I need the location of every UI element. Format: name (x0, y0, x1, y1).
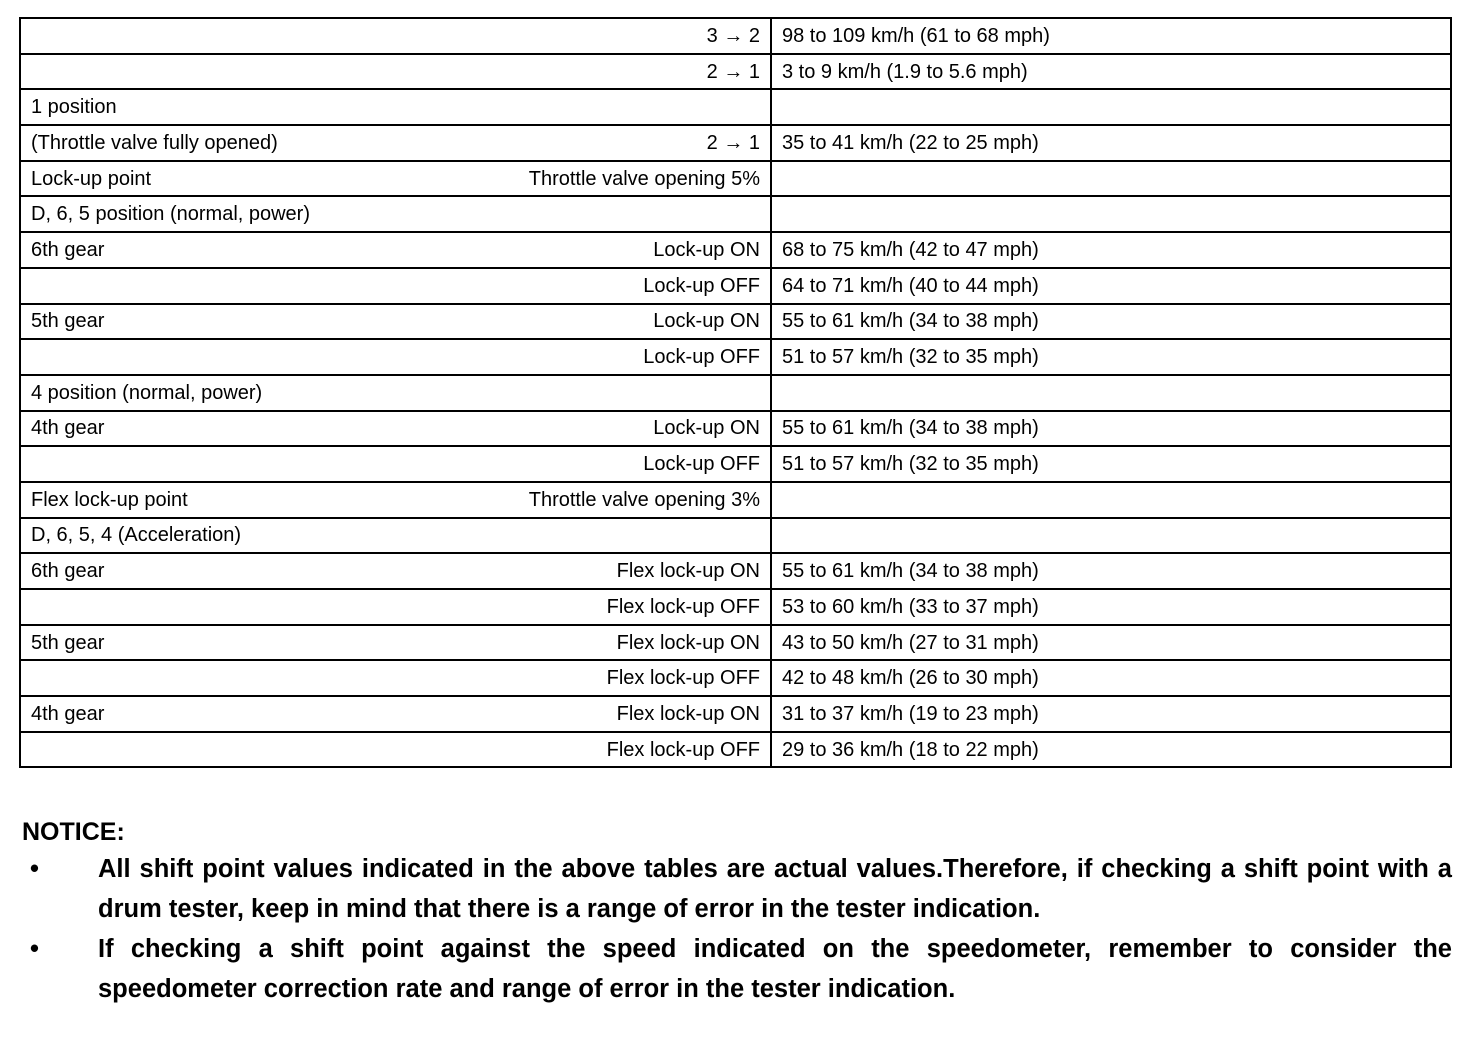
row-label: D, 6, 5 position (normal, power) (31, 203, 311, 226)
row-description-cell (20, 54, 771, 90)
row-condition: Lock-up ON (653, 310, 760, 333)
row-description-cell (20, 446, 771, 482)
table-row (20, 589, 1451, 625)
table-row (20, 304, 1451, 340)
row-condition: Flex lock-up OFF (606, 595, 760, 618)
row-description-cell (20, 196, 771, 232)
table-row (20, 18, 1451, 54)
row-speed-value: 64 to 71 km/h (40 to 44 mph) (771, 268, 1451, 304)
row-label: 5th gear (31, 631, 105, 654)
row-condition: Flex lock-up ON (616, 560, 760, 583)
row-condition: Flex lock-up OFF (606, 738, 760, 761)
row-condition: Flex lock-up OFF (606, 667, 760, 690)
row-speed-value: 43 to 50 km/h (27 to 31 mph) (771, 625, 1451, 661)
notice-item (22, 849, 1452, 929)
row-speed-value: 53 to 60 km/h (33 to 37 mph) (771, 589, 1451, 625)
row-speed-value: 55 to 61 km/h (34 to 38 mph) (771, 553, 1451, 589)
row-label: Lock-up point (31, 167, 152, 190)
row-condition: Lock-up OFF (643, 453, 760, 476)
row-description-cell (20, 268, 771, 304)
table-row (20, 375, 1451, 411)
row-label: 5th gear (31, 310, 105, 333)
notice-text: If checking a shift point against the speed indicated on the speedometer, remember to consider the speedometer correction rate and range of error in the tester indication. (98, 935, 1452, 1003)
table-row (20, 268, 1451, 304)
row-speed-value (771, 196, 1451, 232)
bullet-icon: • (30, 855, 39, 883)
notice-title: NOTICE: (22, 818, 125, 846)
table-row (20, 54, 1451, 90)
row-label: 4th gear (31, 417, 105, 440)
row-label: 4 position (normal, power) (31, 381, 263, 404)
table-row (20, 196, 1451, 232)
row-condition: 3 → 2 (706, 24, 760, 47)
row-speed-value: 98 to 109 km/h (61 to 68 mph) (771, 18, 1451, 54)
row-speed-value: 51 to 57 km/h (32 to 35 mph) (771, 339, 1451, 375)
row-condition: Throttle valve opening 3% (528, 488, 760, 511)
row-label: (Throttle valve fully opened) (31, 131, 278, 154)
table-row (20, 125, 1451, 161)
table-row (20, 232, 1451, 268)
row-speed-value: 3 to 9 km/h (1.9 to 5.6 mph) (771, 54, 1451, 90)
row-speed-value: 35 to 41 km/h (22 to 25 mph) (771, 125, 1451, 161)
table-row (20, 339, 1451, 375)
row-speed-value (771, 161, 1451, 197)
row-condition: Lock-up ON (653, 417, 760, 440)
row-speed-value (771, 482, 1451, 518)
row-description-cell (20, 553, 771, 589)
row-description-cell (20, 411, 771, 447)
table-row (20, 446, 1451, 482)
table-row (20, 625, 1451, 661)
row-speed-value: 29 to 36 km/h (18 to 22 mph) (771, 732, 1451, 768)
notice-section (22, 815, 1452, 1009)
bullet-icon: • (30, 935, 39, 963)
row-condition: Lock-up OFF (643, 346, 760, 369)
row-condition: 2 → 1 (706, 60, 760, 83)
table-row (20, 411, 1451, 447)
row-description-cell (20, 660, 771, 696)
row-description-cell (20, 125, 771, 161)
table-row (20, 482, 1451, 518)
row-label: 1 position (31, 96, 117, 119)
row-description-cell (20, 339, 771, 375)
row-condition: Throttle valve opening 5% (528, 167, 760, 190)
row-speed-value (771, 518, 1451, 554)
row-description-cell (20, 161, 771, 197)
row-description-cell (20, 304, 771, 340)
table-body (20, 18, 1451, 767)
table-row (20, 518, 1451, 554)
row-description-cell (20, 89, 771, 125)
shift-point-table (19, 17, 1452, 768)
row-description-cell (20, 732, 771, 768)
table-row (20, 89, 1451, 125)
row-description-cell (20, 518, 771, 554)
row-label: 6th gear (31, 560, 105, 583)
row-label: 6th gear (31, 238, 105, 261)
row-description-cell (20, 589, 771, 625)
row-speed-value: 42 to 48 km/h (26 to 30 mph) (771, 660, 1451, 696)
row-speed-value: 51 to 57 km/h (32 to 35 mph) (771, 446, 1451, 482)
row-speed-value: 31 to 37 km/h (19 to 23 mph) (771, 696, 1451, 732)
row-description-cell (20, 18, 771, 54)
row-condition: Lock-up OFF (643, 274, 760, 297)
row-condition: Flex lock-up ON (616, 702, 760, 725)
row-description-cell (20, 696, 771, 732)
row-condition: Lock-up ON (653, 238, 760, 261)
notice-text: All shift point values indicated in the above tables are actual values.Therefore, if checking a shift point with a drum tester, keep in mind that there is a range of error in the tester indication. (98, 855, 1452, 923)
row-speed-value: 68 to 75 km/h (42 to 47 mph) (771, 232, 1451, 268)
row-description-cell (20, 375, 771, 411)
row-condition: Flex lock-up ON (616, 631, 760, 654)
row-label: Flex lock-up point (31, 488, 188, 511)
row-speed-value (771, 89, 1451, 125)
table-row (20, 696, 1451, 732)
row-speed-value: 55 to 61 km/h (34 to 38 mph) (771, 411, 1451, 447)
table-row (20, 660, 1451, 696)
row-speed-value (771, 375, 1451, 411)
row-description-cell (20, 482, 771, 518)
row-condition: 2 → 1 (706, 131, 760, 154)
row-label: 4th gear (31, 702, 105, 725)
row-description-cell (20, 625, 771, 661)
row-speed-value: 55 to 61 km/h (34 to 38 mph) (771, 304, 1451, 340)
table-row (20, 553, 1451, 589)
table-row (20, 732, 1451, 768)
notice-item (22, 929, 1452, 1009)
row-label: D, 6, 5, 4 (Acceleration) (31, 524, 242, 547)
row-description-cell (20, 232, 771, 268)
table-row (20, 161, 1451, 197)
